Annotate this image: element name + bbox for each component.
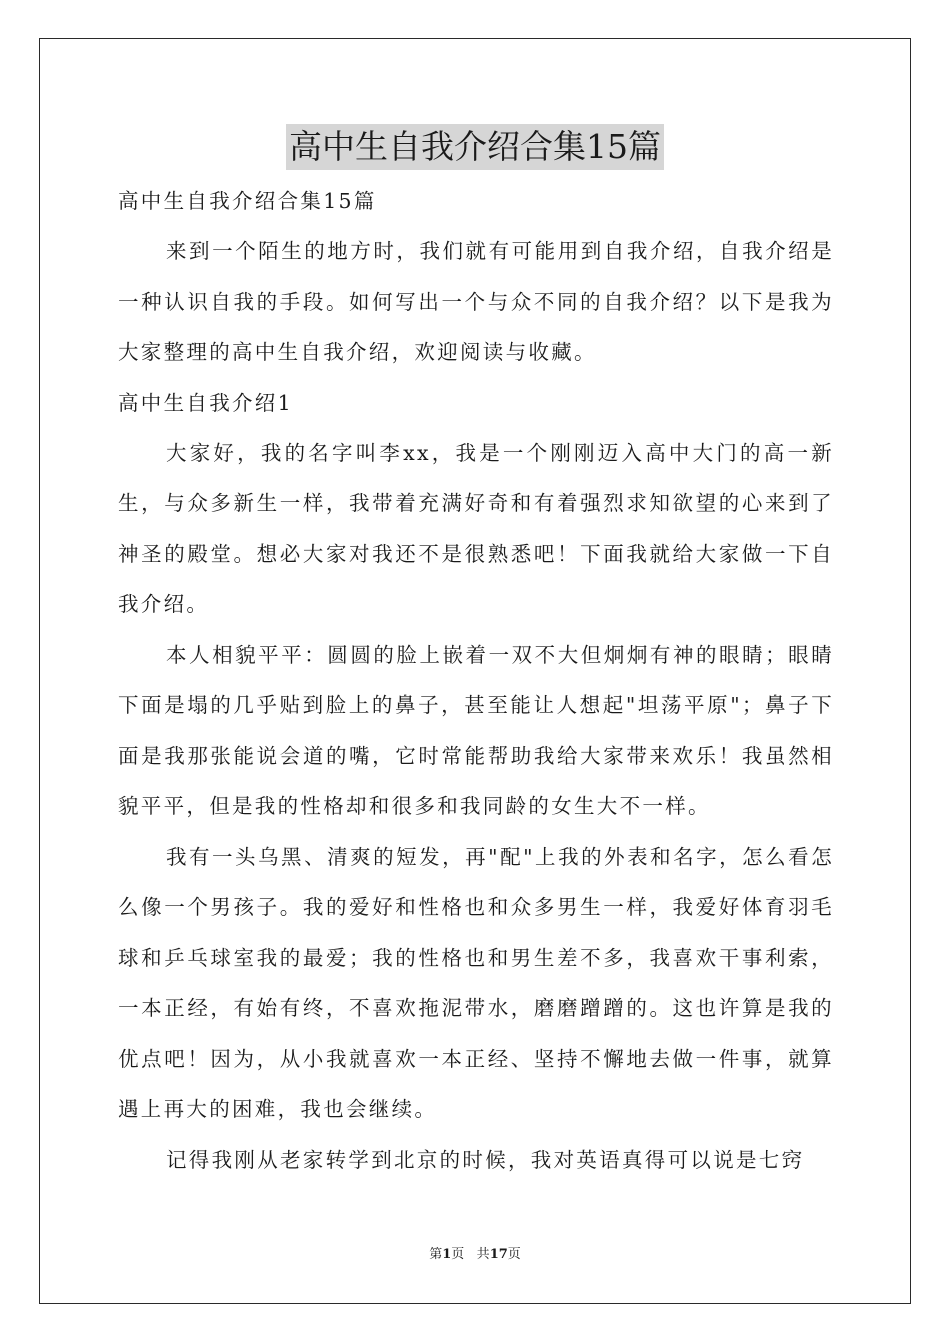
total-suffix: 页 [507, 1247, 521, 1262]
body-paragraph: 记得我刚从老家转学到北京的时候，我对英语真得可以说是七窍 [166, 1147, 805, 1172]
intro-paragraph: 来到一个陌生的地方时，我们就有可能用到自我介绍，自我介绍是一种认识自我的手段。如何写出一个与众不同的自我介绍？以下是我为大家整理的高中生自我介绍，欢迎阅读与收藏。 [118, 239, 834, 364]
body-paragraph: 大家好，我的名字叫李xx，我是一个刚刚迈入高中大门的高一新生，与众多新生一样，我带着充满好奇和有着强烈求知欲望的心来到了神圣的殿堂。想必大家对我还不是很熟悉吧！下面我就给大家做一下自我介绍。 [118, 440, 834, 616]
total-pages: 17 [489, 1247, 508, 1262]
total-prefix: 共 [476, 1247, 490, 1262]
page-footer [0, 1246, 950, 1264]
page-number: 1 [442, 1247, 452, 1262]
document-body [118, 176, 834, 1185]
section-heading: 高中生自我介绍1 [118, 390, 293, 415]
page-prefix: 第 [429, 1247, 443, 1262]
body-paragraph: 本人相貌平平：圆圆的脸上嵌着一双不大但炯炯有神的眼睛；眼睛下面是塌的几乎贴到脸上的鼻子，甚至能让人想起"坦荡平原"；鼻子下面是我那张能说会道的嘴，它时常能帮助我给大家带来欢乐！我虽然相貌平平，但是我的性格却和很多和我同龄的女生大不一样。 [118, 642, 834, 818]
body-paragraph: 我有一头乌黑、清爽的短发，再"配"上我的外表和名字，怎么看怎么像一个男孩子。我的爱好和性格也和众多男生一样，我爱好体育羽毛球和乒乓球室我的最爱；我的性格也和男生差不多，我喜欢干事利索，一本正经，有始有终，不喜欢拖泥带水，磨磨蹭蹭的。这也许算是我的优点吧！因为，从小我就喜欢一本正经、坚持不懈地去做一件事，就算遇上再大的困难，我也会继续。 [118, 844, 834, 1121]
title-container [0, 124, 950, 170]
document-title: 高中生自我介绍合集15篇 [286, 124, 664, 170]
document-subtitle: 高中生自我介绍合集15篇 [118, 189, 377, 213]
page-suffix: 页 [451, 1247, 465, 1262]
